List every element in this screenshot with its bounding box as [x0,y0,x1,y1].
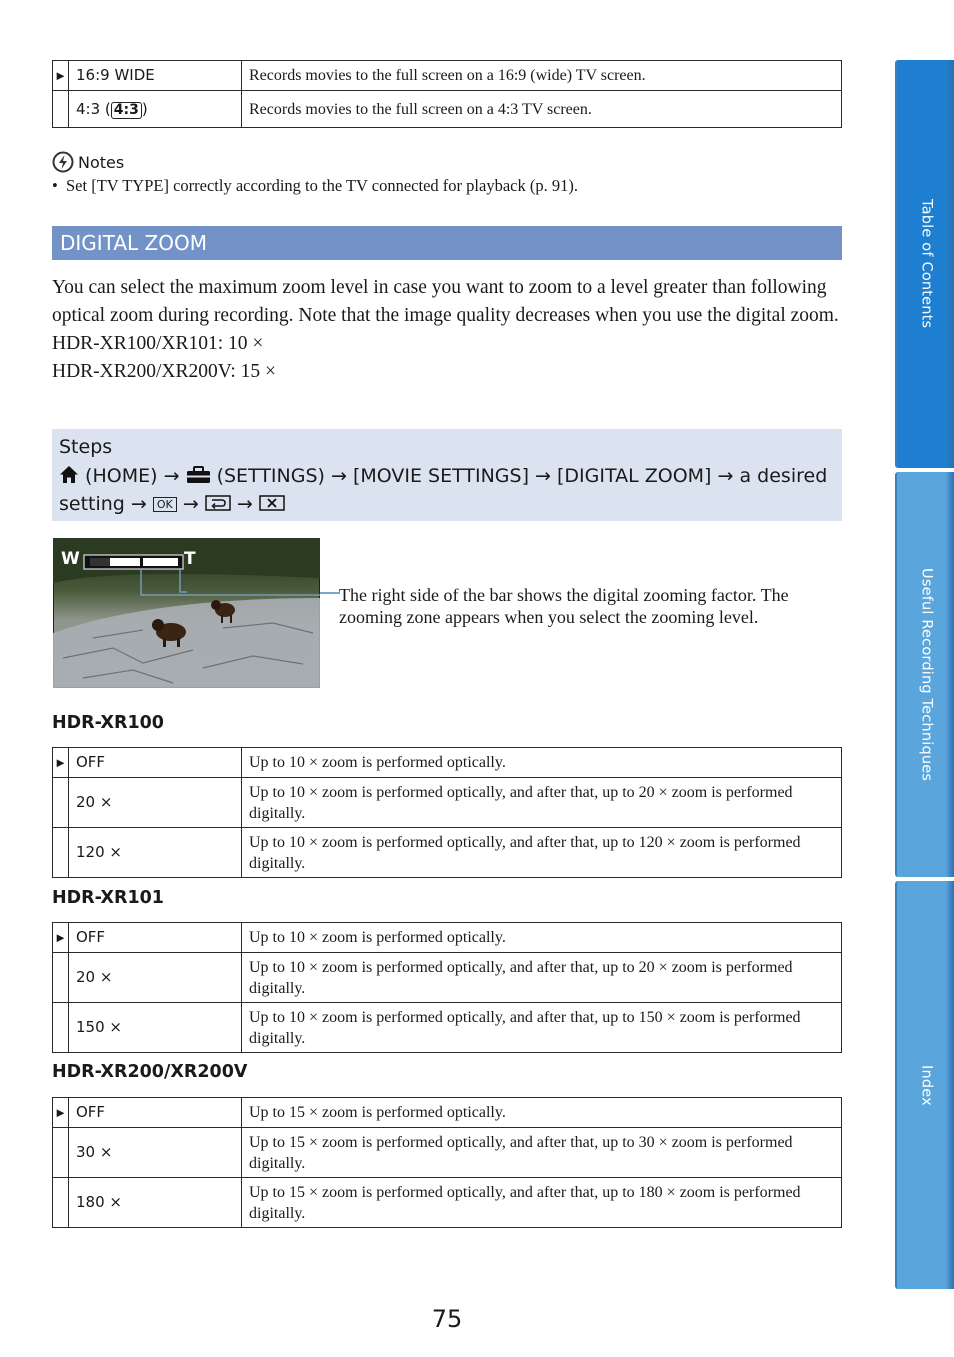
default-marker [53,91,69,128]
zoom-table-xr100 [52,747,842,878]
section-paragraph: You can select the maximum zoom level in case you want to zoom to a level greater than following optical zoom during recording. Note that the image quality decreases when you use the digital zoom. [52,277,839,326]
notes-warning-icon [52,151,74,173]
default-marker: ► [53,923,69,953]
steps-path [59,462,835,519]
option-name-text: 4:3 ( [76,99,111,118]
table-row [53,61,842,91]
option-description: Up to 10 × zoom is performed optically. [242,923,842,953]
zoom-table-xr200 [52,1097,842,1228]
zoom-tele-label: T [184,549,196,569]
steps-box [52,429,842,521]
option-description: Up to 15 × zoom is performed optically, and after that, up to 30 × zoom is performed digitally. [242,1128,842,1178]
default-marker: ► [53,61,69,91]
model-heading-xr100: HDR-XR100 [52,713,164,733]
settings-label: (SETTINGS) [216,464,325,487]
option-name-suffix: ) [141,99,148,118]
arrow: → [182,493,199,515]
ok-button-icon: OK [153,497,177,512]
table-row [53,748,842,778]
section-heading: DIGITAL ZOOM [52,226,842,260]
default-marker [53,953,69,1003]
bullet: • [52,176,58,195]
option-name: OFF [69,923,242,953]
table-row [53,1098,842,1128]
table-row [53,778,842,828]
home-icon [59,465,79,484]
page-number: 75 [431,1305,463,1333]
option-name [69,91,242,128]
side-tab-label: Table of Contents [918,199,935,329]
digital-zoom-label: [DIGITAL ZOOM] [557,464,712,487]
table-row [53,1128,842,1178]
notes-header [52,150,124,174]
default-marker [53,828,69,878]
notes-item [52,176,578,196]
option-description: Records movies to the full screen on a 16:9 (wide) TV screen. [242,61,842,91]
side-tab-table-of-contents[interactable] [895,60,954,468]
desired-setting-label: a desired setting [59,464,828,515]
movie-settings-label: [MOVIE SETTINGS] [352,464,529,487]
home-label: (HOME) [85,464,158,487]
arrow: → [130,493,147,515]
notes-item-text: Set [TV TYPE] correctly according to the TV connected for playback (p. 91). [66,176,578,195]
return-icon [205,495,231,511]
arrow: → [331,464,347,487]
option-description: Up to 10 × zoom is performed optically, and after that, up to 20 × zoom is performed digitally. [242,953,842,1003]
section-body [52,274,842,386]
option-name: OFF [69,748,242,778]
option-description: Up to 10 × zoom is performed optically, and after that, up to 120 × zoom is performed digitally. [242,828,842,878]
table-row [53,1003,842,1053]
side-tab-label-wrap [897,881,954,1289]
side-tab-label-wrap [897,60,954,468]
model-heading-xr200: HDR-XR200/XR200V [52,1062,248,1082]
option-name: 150 × [69,1003,242,1053]
option-name: 16:9 WIDE [69,61,242,91]
side-tab-label-wrap [897,472,954,877]
table-row [53,828,842,878]
zoom-screenshot [53,538,320,688]
table-row [53,91,842,128]
default-marker [53,1128,69,1178]
option-name: 180 × [69,1178,242,1228]
spec-line: HDR-XR100/XR101: 10 × [52,333,264,354]
default-marker [53,778,69,828]
arrow: → [236,493,253,515]
table-row [53,1178,842,1228]
option-description: Up to 10 × zoom is performed optically, and after that, up to 20 × zoom is performed digitally. [242,778,842,828]
option-name: 30 × [69,1128,242,1178]
option-name: 120 × [69,828,242,878]
notes-title: Notes [78,152,125,172]
option-description: Up to 15 × zoom is performed optically. [242,1098,842,1128]
steps-title: Steps [59,436,113,458]
option-description: Up to 10 × zoom is performed optically. [242,748,842,778]
default-marker [53,1003,69,1053]
table-row [53,953,842,1003]
default-marker: ► [53,748,69,778]
zoom-wide-label: W [61,549,80,569]
option-name: 20 × [69,778,242,828]
arrow: → [535,464,551,487]
close-icon [259,495,285,511]
spec-line: HDR-XR200/XR200V: 15 × [52,361,277,382]
zoom-table-xr101 [52,922,842,1053]
default-marker: ► [53,1098,69,1128]
table-row [53,923,842,953]
arrow: → [717,464,734,487]
model-heading-xr101: HDR-XR101 [52,888,164,908]
figure-caption: The right side of the bar shows the digital zooming factor. The zooming zone appears when you select the zooming level. [339,585,789,627]
side-tab-label: Index [918,1064,935,1106]
aspect-4-3-icon: 4:3 [111,102,142,119]
tv-type-table [52,60,842,128]
option-name: OFF [69,1098,242,1128]
arrow: → [163,464,180,487]
option-name: 20 × [69,953,242,1003]
callout-line [320,592,340,594]
option-description: Up to 10 × zoom is performed optically, and after that, up to 150 × zoom is performed digitally. [242,1003,842,1053]
side-tab-label: Useful Recording Techniques [918,567,935,782]
default-marker [53,1178,69,1228]
side-tab-useful-recording-techniques[interactable] [895,472,954,877]
option-description: Records movies to the full screen on a 4:3 TV screen. [242,91,842,128]
settings-toolbox-icon [186,465,211,484]
side-tab-index[interactable] [895,881,954,1289]
option-description: Up to 15 × zoom is performed optically, and after that, up to 180 × zoom is performed digitally. [242,1178,842,1228]
